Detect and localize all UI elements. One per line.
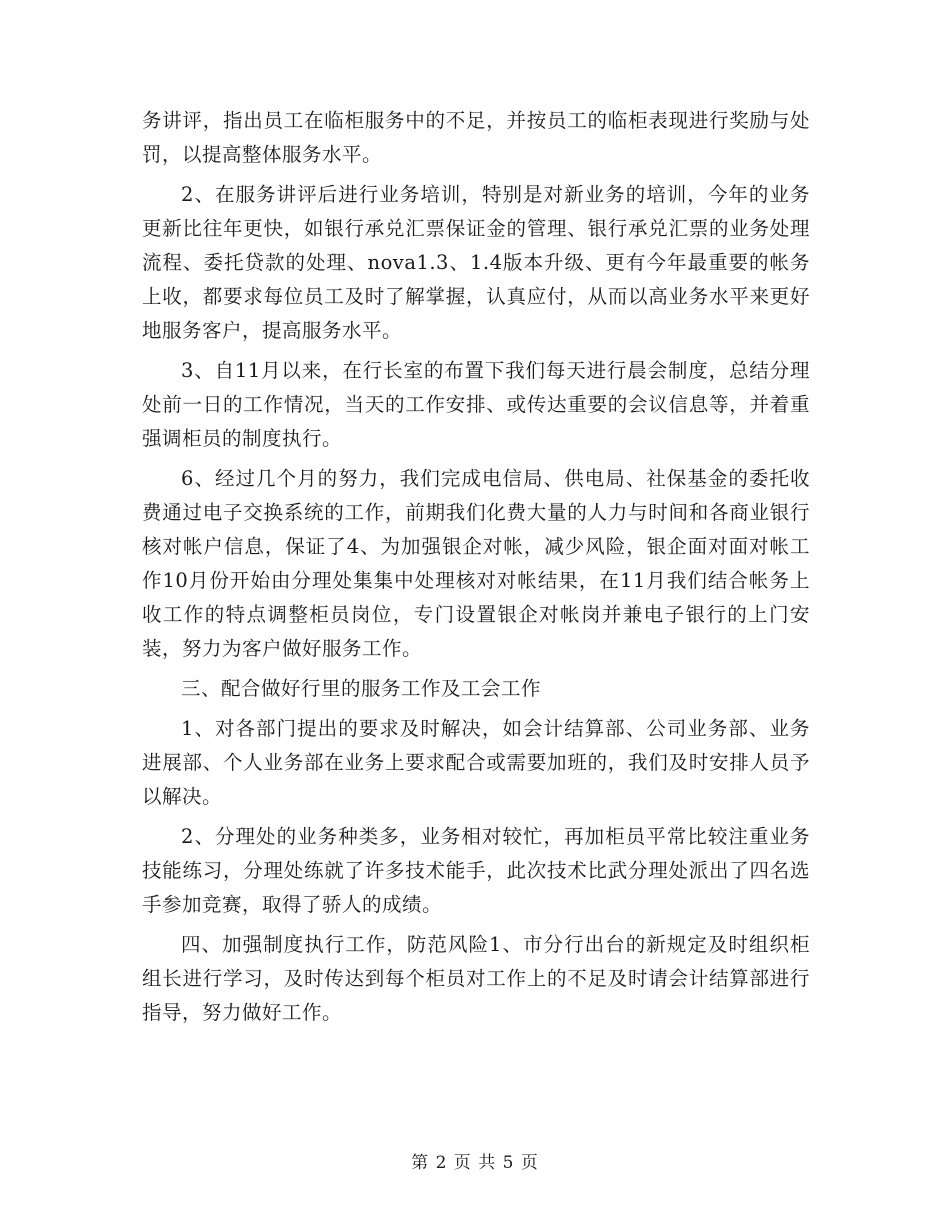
document-body [142, 104, 810, 1036]
paragraph-training: 2、在服务讲评后进行业务培训，特别是对新业务的培训，今年的业务更新比往年更快，如银行承兑汇票保证金的管理、银行承兑汇票的业务处理流程、委托贷款的处理、nova1.3、1.4版本升级、更有今年最重要的帐务上收，都要求每位员工及时了解掌握，认真应付，从而以高业务水平来更好地服务客户，提高服务水平。 [142, 183, 810, 342]
paragraph-morning-meeting: 3、自11月以来，在行长室的布置下我们每天进行晨会制度，总结分理处前一日的工作情况，当天的工作安排、或传达重要的会议信息等，并着重强调柜员的制度执行。 [142, 359, 810, 450]
paragraph-risk-control: 四、加强制度执行工作，防范风险1、市分行出台的新规定及时组织柜组长进行学习，及时传达到每个柜员对工作上的不足及时请会计结算部进行指导，努力做好工作。 [142, 933, 810, 1024]
page-number-footer: 第 2 页 共 5 页 [411, 1153, 539, 1173]
paragraph-skills-competition: 2、分理处的业务种类多，业务相对较忙，再加柜员平常比较注重业务技能练习，分理处练就了许多技术能手，此次技术比武分理处派出了四名选手参加竞赛，取得了骄人的成绩。 [142, 825, 810, 916]
section-heading-service-cooperation: 三、配合做好行里的服务工作及工会工作 [181, 677, 542, 700]
paragraph-electronic-exchange: 6、经过几个月的努力，我们完成电信局、供电局、社保基金的委托收费通过电子交换系统的工作，前期我们化费大量的人力与时间和各商业银行核对帐户信息，保证了4、为加强银企对帐，减少风险，银企面对面对帐工作10月份开始由分理处集集中处理核对对帐结果，在11月我们结合帐务上收工作的特点调整柜员岗位，专门设置银企对帐岗并兼电子银行的上门安装，努力为客户做好服务工作。 [142, 467, 810, 660]
paragraph-department-requests: 1、对各部门提出的要求及时解决，如会计结算部、公司业务部、业务进展部、个人业务部在业务上要求配合或需要加班的，我们及时安排人员予以解决。 [142, 717, 810, 808]
paragraph-continuation: 务讲评，指出员工在临柜服务中的不足，并按员工的临柜表现进行奖励与处罚，以提高整体服务水平。 [142, 109, 810, 166]
